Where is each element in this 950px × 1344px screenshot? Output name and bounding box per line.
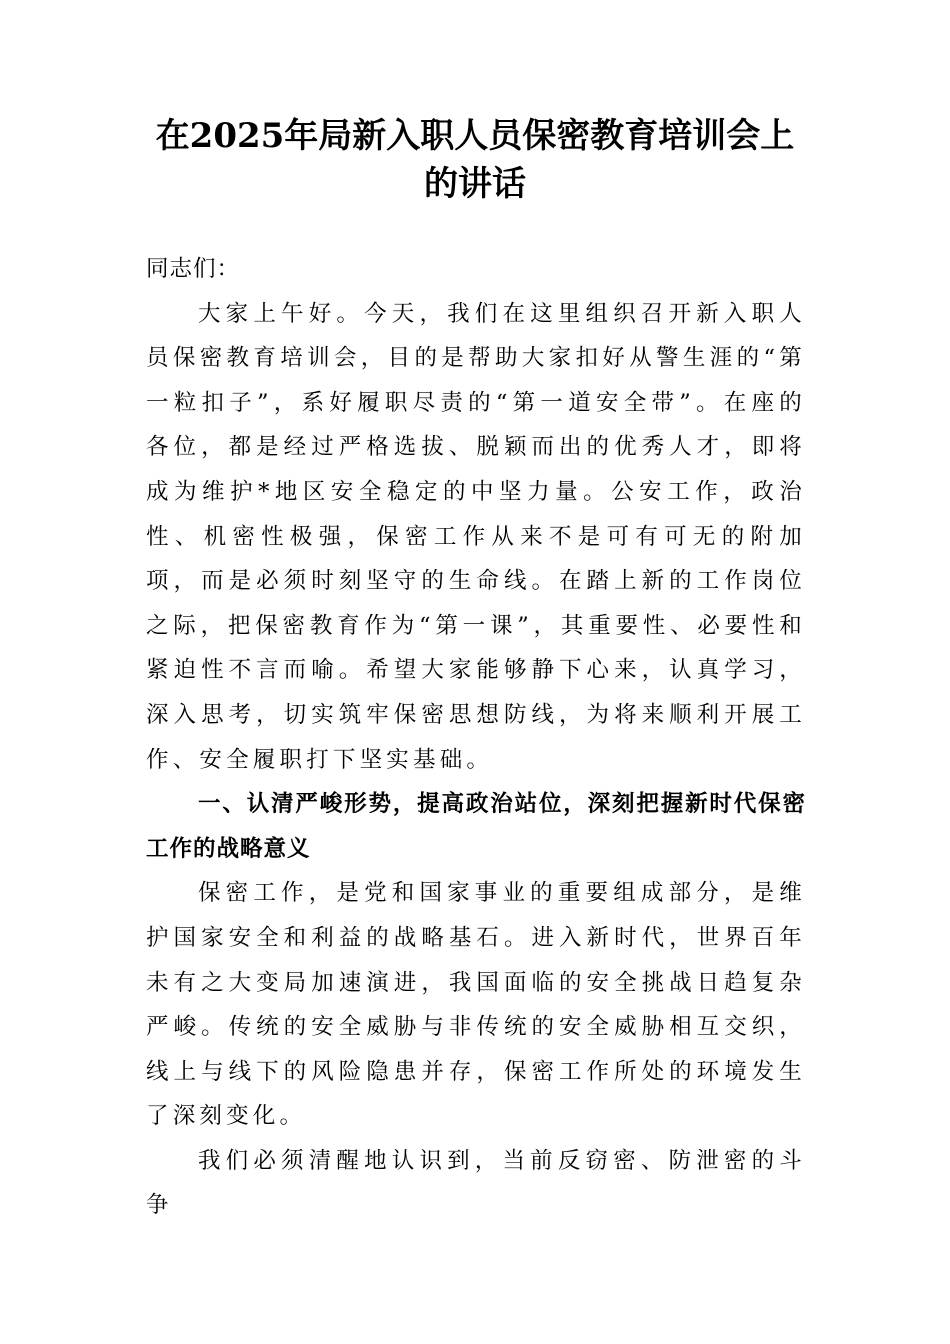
- intro-paragraph: 大家上午好。今天，我们在这里组织召开新入职人员保密教育培训会，目的是帮助大家扣好从警生涯的“第一粒扣子”，系好履职尽责的“第一道安全带”。在座的各位，都是经过严格选拔、脱颖而出的优秀人才，即将成为维护*地区安全稳定的中坚力量。公安工作，政治性、机密性极强，保密工作从来不是可有可无的附加项，而是必须时刻坚守的生命线。在踏上新的工作岗位之际，把保密教育作为“第一课”，其重要性、必要性和紧迫性不言而喻。希望大家能够静下心来，认真学习，深入思考，切实筑牢保密思想防线，为将来顺利开展工作、安全履职打下坚实基础。: [146, 300, 806, 773]
- section-heading: 一、认清严峻形势，提高政治站位，深刻把握新时代保密工作的战略意义: [146, 791, 806, 862]
- document-title: 在2025年局新入职人员保密教育培训会上的讲话: [155, 116, 795, 204]
- section-paragraph-1: 保密工作，是党和国家事业的重要组成部分，是维护国家安全和利益的战略基石。进入新时代，世界百年未有之大变局加速演进，我国面临的安全挑战日趋复杂严峻。传统的安全威胁与非传统的安全威胁相互交织，线上与线下的风险隐患并存，保密工作所处的环境发生了深刻变化。: [146, 880, 806, 1130]
- document-body: [146, 247, 806, 1228]
- section-paragraph-2: 我们必须清醒地认识到，当前反窃密、防泄密的斗争: [146, 1147, 806, 1219]
- salutation: 同志们：: [146, 256, 241, 282]
